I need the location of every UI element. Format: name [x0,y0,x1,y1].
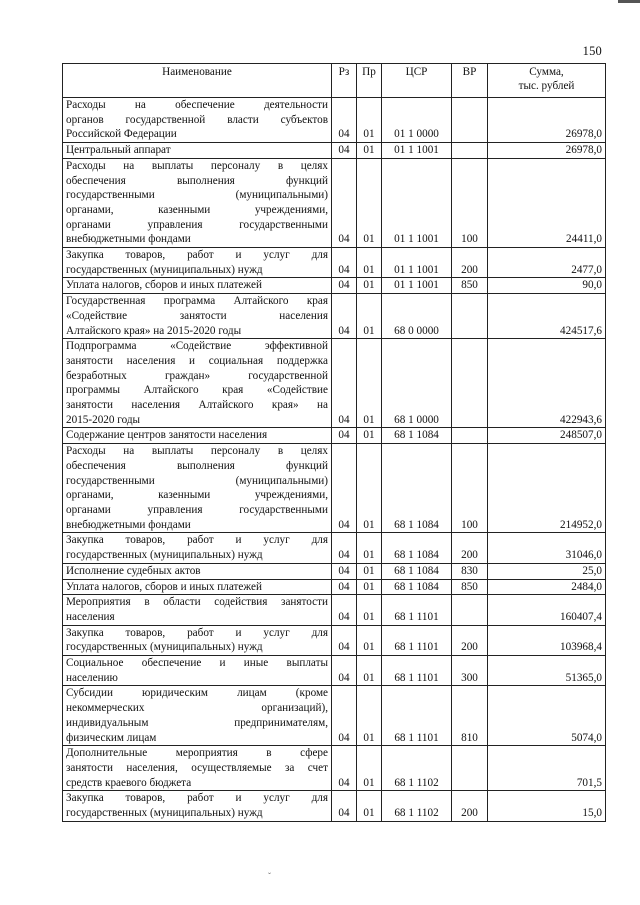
row-sum-cell: 424517,6 [488,294,606,339]
row-sum-cell: 15,0 [488,791,606,821]
row-sum-cell: 160407,4 [488,595,606,625]
row-rz-cell: 04 [332,656,357,686]
row-name-cell [63,625,332,655]
row-vr-cell: 850 [452,579,488,595]
row-pr-cell: 01 [357,444,382,533]
row-name-cell [63,294,332,339]
row-name-line: государственных (муниципальных) нужд [66,549,263,562]
row-vr-cell [452,746,488,791]
row-name-line: Уплата налогов, сборов и иных платежей [66,279,262,292]
row-name-line: Содержание центров занятости населения [66,429,268,442]
table-row [63,595,606,625]
row-pr-cell: 01 [357,428,382,444]
row-name-line: органами управления государственными [66,218,328,231]
table-row [63,656,606,686]
table-row [63,579,606,595]
row-rz-cell: 04 [332,248,357,278]
table-row [63,686,606,746]
row-vr-cell [452,428,488,444]
row-sum-cell: 90,0 [488,278,606,294]
table-row [63,791,606,821]
row-name-line: Закупка товаров, работ и услуг для [66,792,328,805]
row-name-line: государственных (муниципальных) нужд [66,263,263,276]
row-rz-cell: 04 [332,579,357,595]
row-csr-cell: 01 1 1001 [382,158,452,247]
table-header-row [63,64,606,98]
row-name-line: обеспечения выполнения функций [66,174,328,187]
row-pr-cell: 01 [357,533,382,563]
row-name-line: Мероприятия в области содействия занятости [66,596,328,609]
row-rz-cell: 04 [332,625,357,655]
row-pr-cell: 01 [357,686,382,746]
row-csr-cell: 68 1 1084 [382,444,452,533]
row-name-line: населению [66,671,118,684]
row-rz-cell: 04 [332,294,357,339]
row-name-line: физическим лицам [66,731,157,744]
table-row [63,444,606,533]
corner-scan-mark [618,0,640,3]
row-name-cell [63,533,332,563]
row-vr-cell [452,595,488,625]
row-rz-cell: 04 [332,444,357,533]
row-name-line: Субсидии юридическим лицам (кроме [66,687,328,700]
row-pr-cell: 01 [357,294,382,339]
row-csr-cell: 68 1 1102 [382,746,452,791]
row-vr-cell: 200 [452,791,488,821]
row-name-line: занятости населения, осуществляемые за счет [66,761,328,774]
row-rz-cell: 04 [332,533,357,563]
row-csr-cell: 68 1 1084 [382,428,452,444]
row-name-line: внебюджетными фондами [66,233,191,246]
row-csr-cell: 68 1 1101 [382,595,452,625]
row-vr-cell: 100 [452,158,488,247]
row-name-line: Дополнительные мероприятия в сфере [66,747,328,760]
header-csr: ЦСР [382,64,452,98]
table-row [63,278,606,294]
header-sum [488,64,606,98]
row-name-line: населения [66,610,115,623]
header-rz: Рз [332,64,357,98]
row-sum-cell: 31046,0 [488,533,606,563]
header-sum-line1: Сумма, [529,66,564,78]
row-name-line: Центральный аппарат [66,144,171,157]
row-name-line: занятости населения и социальная поддержка [66,354,328,367]
row-name-line: Расходы на обеспечение деятельности [66,99,328,111]
row-vr-cell: 830 [452,563,488,579]
row-name-cell [63,563,332,579]
row-sum-cell: 24411,0 [488,158,606,247]
row-vr-cell: 300 [452,656,488,686]
row-name-line: государственными (муниципальными) [66,474,328,487]
row-vr-cell [452,143,488,159]
row-pr-cell: 01 [357,158,382,247]
row-name-line: некоммерческих организаций), [66,702,328,715]
row-pr-cell: 01 [357,248,382,278]
row-rz-cell: 04 [332,791,357,821]
row-sum-cell: 5074,0 [488,686,606,746]
row-vr-cell: 200 [452,533,488,563]
row-csr-cell: 68 1 1101 [382,625,452,655]
budget-table [62,63,606,822]
table-row [63,428,606,444]
row-pr-cell: 01 [357,98,382,143]
row-name-line: Алтайского края» на 2015-2020 годы [66,324,242,337]
row-name-line: программы Алтайского края «Содействие [66,384,328,397]
row-name-cell [63,791,332,821]
row-name-line: внебюджетными фондами [66,518,191,531]
row-vr-cell [452,339,488,428]
row-name-cell [63,143,332,159]
row-name-line: обеспечения выполнения функций [66,459,328,472]
bottom-mark: ˇ [268,871,271,881]
row-vr-cell: 810 [452,686,488,746]
row-csr-cell: 01 1 0000 [382,98,452,143]
header-pr: Пр [357,64,382,98]
row-name-line: государственными (муниципальными) [66,189,328,202]
row-name-line: Государственная программа Алтайского края [66,295,328,308]
table-row [63,294,606,339]
row-name-line: Подпрограмма «Содействие эффективной [66,340,328,353]
row-name-line: государственных (муниципальных) нужд [66,807,263,820]
row-name-line: Уплата налогов, сборов и иных платежей [66,580,262,593]
row-name-cell [63,444,332,533]
row-name-cell [63,278,332,294]
row-rz-cell: 04 [332,746,357,791]
row-vr-cell: 100 [452,444,488,533]
table-row [63,746,606,791]
row-vr-cell: 200 [452,625,488,655]
row-name-line: индивидуальным предпринимателям, [66,716,328,729]
row-name-cell [63,158,332,247]
row-vr-cell: 850 [452,278,488,294]
row-sum-cell: 214952,0 [488,444,606,533]
row-name-cell [63,746,332,791]
row-sum-cell: 422943,6 [488,339,606,428]
row-sum-cell: 701,5 [488,746,606,791]
row-sum-cell: 25,0 [488,563,606,579]
row-vr-cell [452,98,488,143]
row-name-line: Исполнение судебных актов [66,564,201,577]
row-name-line: занятости населения Алтайского края» на [66,399,328,412]
table-row [63,143,606,159]
row-rz-cell: 04 [332,686,357,746]
row-name-cell [63,579,332,595]
row-vr-cell: 200 [452,248,488,278]
row-name-cell [63,428,332,444]
header-name: Наименование [63,64,332,98]
row-name-line: 2015-2020 годы [66,413,141,426]
row-csr-cell: 68 1 1102 [382,791,452,821]
row-name-line: Закупка товаров, работ и услуг для [66,249,328,262]
row-rz-cell: 04 [332,278,357,294]
row-csr-cell: 68 1 1101 [382,656,452,686]
row-name-line: Закупка товаров, работ и услуг для [66,534,328,547]
row-name-line: органами, казенными учреждениями, [66,203,328,216]
row-name-line: органами, казенными учреждениями, [66,489,328,502]
row-rz-cell: 04 [332,143,357,159]
row-name-line: Расходы на выплаты персоналу в целях [66,159,328,172]
row-pr-cell: 01 [357,579,382,595]
row-pr-cell: 01 [357,625,382,655]
table-row [63,563,606,579]
row-csr-cell: 01 1 1001 [382,278,452,294]
row-name-cell [63,248,332,278]
table-row [63,625,606,655]
table-body [63,98,606,822]
row-name-line: Расходы на выплаты персоналу в целях [66,445,328,458]
table-row [63,533,606,563]
row-csr-cell: 01 1 1001 [382,248,452,278]
row-rz-cell: 04 [332,158,357,247]
row-sum-cell: 51365,0 [488,656,606,686]
row-name-cell [63,686,332,746]
row-sum-cell: 26978,0 [488,143,606,159]
row-pr-cell: 01 [357,791,382,821]
row-csr-cell: 68 0 0000 [382,294,452,339]
table-row [63,248,606,278]
header-sum-line2: тыс. рублей [518,80,575,92]
row-rz-cell: 04 [332,98,357,143]
row-rz-cell: 04 [332,339,357,428]
row-name-cell [63,98,332,143]
row-sum-cell: 248507,0 [488,428,606,444]
table-row [63,339,606,428]
row-pr-cell: 01 [357,746,382,791]
row-pr-cell: 01 [357,339,382,428]
row-sum-cell: 26978,0 [488,98,606,143]
row-sum-cell: 2477,0 [488,248,606,278]
row-csr-cell: 68 1 1084 [382,579,452,595]
row-name-cell [63,339,332,428]
row-name-line: органами управления государственными [66,503,328,516]
row-name-line: Российской Федерации [66,128,177,141]
table-row [63,98,606,143]
row-csr-cell: 68 1 0000 [382,339,452,428]
row-csr-cell: 01 1 1001 [382,143,452,159]
row-pr-cell: 01 [357,278,382,294]
row-sum-cell: 103968,4 [488,625,606,655]
row-rz-cell: 04 [332,595,357,625]
row-name-cell [63,595,332,625]
row-name-line: органов государственной власти субъектов [66,113,328,126]
row-sum-cell: 2484,0 [488,579,606,595]
row-csr-cell: 68 1 1084 [382,533,452,563]
row-name-cell [63,656,332,686]
row-rz-cell: 04 [332,563,357,579]
row-name-line: безработных граждан» государственной [66,369,328,382]
table-row [63,158,606,247]
row-rz-cell: 04 [332,428,357,444]
row-csr-cell: 68 1 1084 [382,563,452,579]
row-vr-cell [452,294,488,339]
page-number: 150 [582,44,602,58]
row-name-line: «Содействие занятости населения [66,309,328,322]
row-pr-cell: 01 [357,595,382,625]
row-name-line: средств краевого бюджета [66,776,192,789]
row-pr-cell: 01 [357,656,382,686]
row-name-line: государственных (муниципальных) нужд [66,641,263,654]
header-vr: ВР [452,64,488,98]
row-csr-cell: 68 1 1101 [382,686,452,746]
row-name-line: Закупка товаров, работ и услуг для [66,626,328,639]
row-pr-cell: 01 [357,143,382,159]
row-pr-cell: 01 [357,563,382,579]
row-name-line: Социальное обеспечение и иные выплаты [66,657,328,670]
